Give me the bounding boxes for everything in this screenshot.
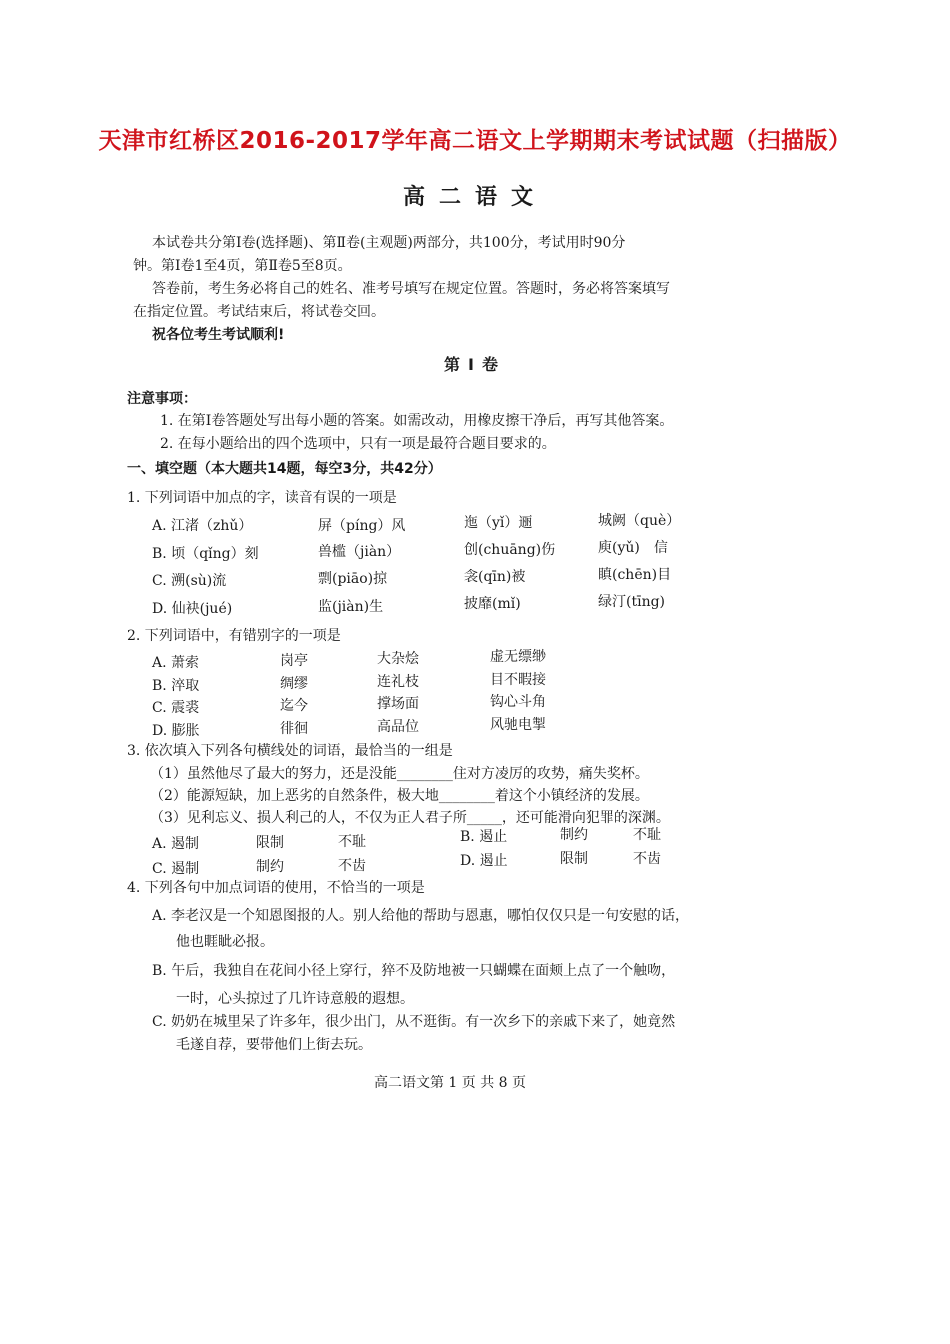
q4-line: C. 奶奶在城里呆了许多年，很少出门，从不逛街。有一次乡下的亲戚下来了，她竟然 bbox=[152, 1014, 676, 1030]
question-stem: 3. 依次填入下列各句横线处的词语，最恰当的一组是 bbox=[127, 743, 453, 759]
q2-option-b3: 连礼枝 bbox=[377, 674, 419, 690]
q3-option-a3: 不耻 bbox=[338, 834, 366, 850]
q2-option-c1: C. 震裘 bbox=[152, 700, 200, 716]
question-stem: 1. 下列词语中加点的字，读音有误的一项是 bbox=[127, 490, 397, 506]
notes-title: 注意事项： bbox=[127, 391, 197, 407]
section-heading: 一、填空题（本大题共14题，每空3分，共42分） bbox=[127, 461, 442, 477]
q2-option-b1: B. 淬取 bbox=[152, 678, 200, 694]
q4-line: 毛遂自荐，要带他们上街去玩。 bbox=[176, 1037, 372, 1053]
question-stem: 4. 下列各句中加点词语的使用，不恰当的一项是 bbox=[127, 880, 425, 896]
q2-option-a4: 虚无缥缈 bbox=[490, 649, 546, 665]
q3-option-b3: 不耻 bbox=[633, 827, 661, 843]
q1-option-c1: C. 溯(sù)流 bbox=[152, 573, 227, 589]
q3-option-c3: 不齿 bbox=[338, 858, 366, 874]
q2-option-d4: 风驰电掣 bbox=[490, 717, 546, 733]
q2-option-d2: 徘徊 bbox=[280, 721, 308, 737]
q1-option-b1: B. 顷（qǐng）刻 bbox=[152, 546, 259, 562]
q1-option-a3: 迤（yǐ）逦 bbox=[464, 515, 533, 531]
q1-option-b2: 兽槛（jiàn） bbox=[318, 544, 401, 560]
q2-option-a1: A. 萧索 bbox=[152, 655, 200, 671]
q2-option-d1: D. 膨胀 bbox=[152, 723, 200, 739]
q1-option-a2: 屏（píng）风 bbox=[318, 518, 406, 534]
page-title: 天津市红桥区2016-2017学年高二语文上学期期末考试试题（扫描版） bbox=[98, 128, 852, 154]
q1-option-c2: 剽(piāo)掠 bbox=[318, 571, 388, 587]
q3-option-d2: 限制 bbox=[560, 851, 588, 867]
q3-option-b2: 制约 bbox=[560, 827, 588, 843]
q2-option-a3: 大杂烩 bbox=[377, 651, 419, 667]
q2-option-b4: 目不暇接 bbox=[490, 672, 546, 688]
q1-option-d4: 绿汀(tīng) bbox=[598, 594, 666, 610]
q4-line: A. 李老汉是一个知恩图报的人。别人给他的帮助与恩惠，哪怕仅仅只是一句安慰的话， bbox=[152, 908, 690, 924]
q1-option-b4: 庾(yǔ) 信 bbox=[598, 540, 668, 556]
intro-line: 钟。第Ⅰ卷1至4页，第Ⅱ卷5至8页。 bbox=[133, 258, 352, 274]
q3-option-d1: D. 遏止 bbox=[460, 853, 508, 869]
q3-option-d3: 不齿 bbox=[633, 851, 661, 867]
q2-option-c3: 撑场面 bbox=[377, 696, 419, 712]
question-stem: 2. 下列词语中，有错别字的一项是 bbox=[127, 628, 341, 644]
q2-option-c4: 钩心斗角 bbox=[490, 694, 546, 710]
q1-option-a4: 城阙（què） bbox=[598, 513, 681, 529]
q3-sentence: （2）能源短缺，加上恶劣的自然条件，极大地________着这个小镇经济的发展。 bbox=[150, 788, 649, 804]
q2-option-b2: 绸缪 bbox=[280, 676, 308, 692]
q3-option-a2: 限制 bbox=[256, 835, 284, 851]
note-item: 2. 在每小题给出的四个选项中，只有一项是最符合题目要求的。 bbox=[160, 436, 556, 452]
q1-option-b3: 创(chuāng)伤 bbox=[464, 542, 556, 558]
q1-option-a1: A. 江渚（zhǔ） bbox=[152, 518, 253, 534]
intro-line: 本试卷共分第Ⅰ卷(选择题)、第Ⅱ卷(主观题)两部分，共100分，考试用时90分 bbox=[152, 235, 626, 251]
volume-title: 第Ⅰ卷 bbox=[444, 355, 506, 374]
q4-line: B. 午后，我独自在花间小径上穿行，猝不及防地被一只蝴蝶在面颊上点了一个触吻， bbox=[152, 963, 676, 979]
q2-option-d3: 高品位 bbox=[377, 719, 419, 735]
q1-option-c4: 瞋(chēn)目 bbox=[598, 567, 672, 583]
q1-option-c3: 衾(qīn)被 bbox=[464, 569, 526, 585]
q2-option-c2: 迄今 bbox=[280, 698, 308, 714]
note-item: 1. 在第Ⅰ卷答题处写出每小题的答案。如需改动，用橡皮擦干净后，再写其他答案。 bbox=[160, 413, 674, 429]
page-footer: 高二语文第 1 页 共 8 页 bbox=[373, 1075, 527, 1091]
intro-line: 答卷前，考生务必将自己的姓名、准考号填写在规定位置。答题时，务必将答案填写 bbox=[152, 281, 670, 297]
exam-subject-title: 高二语文 bbox=[402, 185, 547, 210]
q4-line: 他也睚眦必报。 bbox=[176, 934, 274, 950]
q1-option-d3: 披靡(mǐ) bbox=[464, 596, 521, 612]
q1-option-d2: 监(jiàn)生 bbox=[318, 599, 384, 615]
q3-sentence: （1）虽然他尽了最大的努力，还是没能________住对方凌厉的攻势，痛失奖杯。 bbox=[150, 766, 649, 782]
q3-option-a1: A. 遏制 bbox=[152, 836, 200, 852]
q1-option-d1: D. 仙袂(jué) bbox=[152, 601, 233, 617]
q4-line: 一时，心头掠过了几许诗意般的遐想。 bbox=[176, 991, 414, 1007]
intro-line: 在指定位置。考试结束后，将试卷交回。 bbox=[133, 304, 385, 320]
q3-option-c2: 制约 bbox=[256, 859, 284, 875]
q2-option-a2: 岗亭 bbox=[280, 653, 308, 669]
q3-option-c1: C. 遏制 bbox=[152, 861, 200, 877]
intro-wish: 祝各位考生考试顺利! bbox=[152, 327, 285, 343]
q3-option-b1: B. 遏止 bbox=[460, 829, 508, 845]
q3-sentence: （3）见利忘义、损人利己的人，不仅为正人君子所_____，还可能滑向犯罪的深渊。 bbox=[150, 810, 670, 826]
